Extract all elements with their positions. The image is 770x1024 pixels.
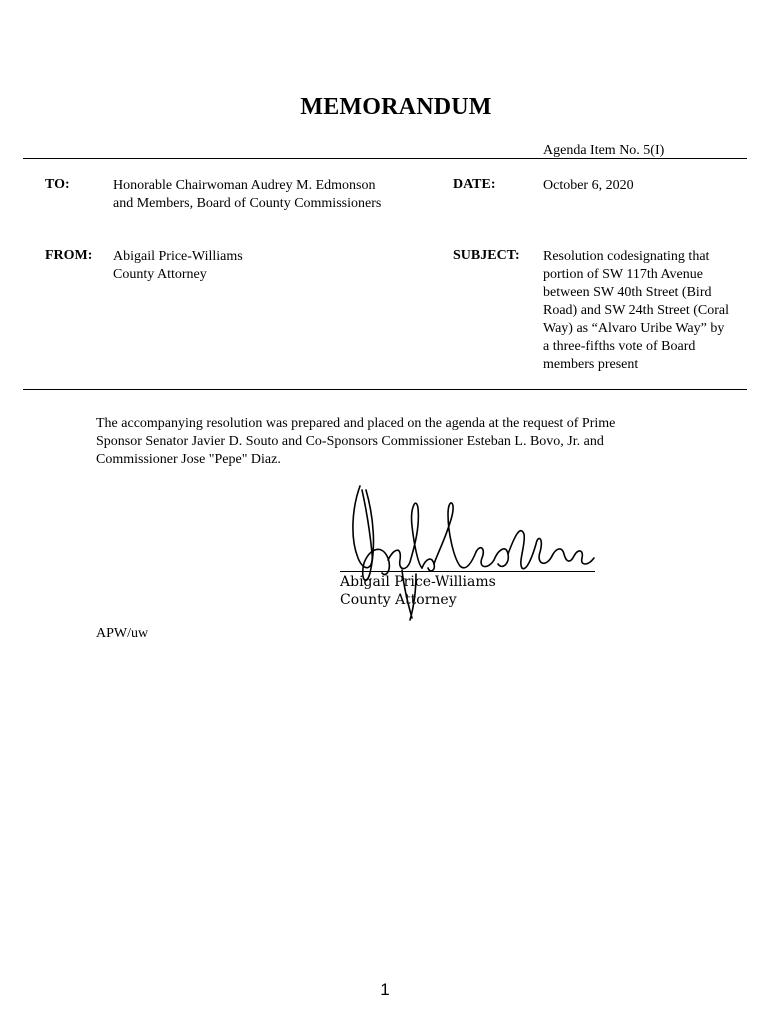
to-label: TO: (45, 177, 70, 192)
subject-line: between SW 40th Street (Bird (543, 285, 712, 300)
body-line: Commissioner Jose "Pepe" Diaz. (96, 452, 281, 467)
header-divider-bottom (23, 389, 747, 390)
page-number: 1 (380, 980, 390, 999)
agenda-item-number: Agenda Item No. 5(I) (543, 143, 665, 158)
from-line: County Attorney (113, 267, 207, 282)
memo-body (96, 415, 696, 469)
subject-line: portion of SW 117th Avenue (543, 267, 703, 282)
subject-label: SUBJECT: (453, 248, 520, 263)
body-line: Sponsor Senator Javier D. Souto and Co-Sponsors Commissioner Esteban L. Bovo, Jr. and (96, 434, 604, 449)
from-label: FROM: (45, 248, 93, 263)
date-label: DATE: (453, 177, 496, 192)
date-value: October 6, 2020 (543, 178, 634, 193)
subject-line: members present (543, 357, 639, 372)
subject-line: a three-fifths vote of Board (543, 339, 696, 354)
memo-title: MEMORANDUM (300, 94, 492, 120)
to-line: and Members, Board of County Commissioners (113, 196, 382, 211)
signature-block (340, 573, 496, 609)
from-sender (113, 248, 413, 284)
body-line: The accompanying resolution was prepared and placed on the agenda at the request of Prime (96, 416, 616, 431)
signatory-title: County Attorney (340, 592, 457, 608)
from-line: Abigail Price-Williams (113, 249, 243, 264)
to-recipient (113, 177, 423, 213)
reference-initials: APW/uw (96, 626, 149, 641)
to-line: Honorable Chairwoman Audrey M. Edmonson (113, 178, 376, 193)
subject-line: Road) and SW 24th Street (Coral (543, 303, 729, 318)
header-divider-top (23, 158, 747, 159)
subject-line: Resolution codesignating that (543, 249, 710, 264)
signatory-name: Abigail Price-Williams (340, 574, 496, 590)
subject-line: Way) as “Alvaro Uribe Way” by (543, 321, 725, 336)
subject-text (543, 248, 755, 374)
